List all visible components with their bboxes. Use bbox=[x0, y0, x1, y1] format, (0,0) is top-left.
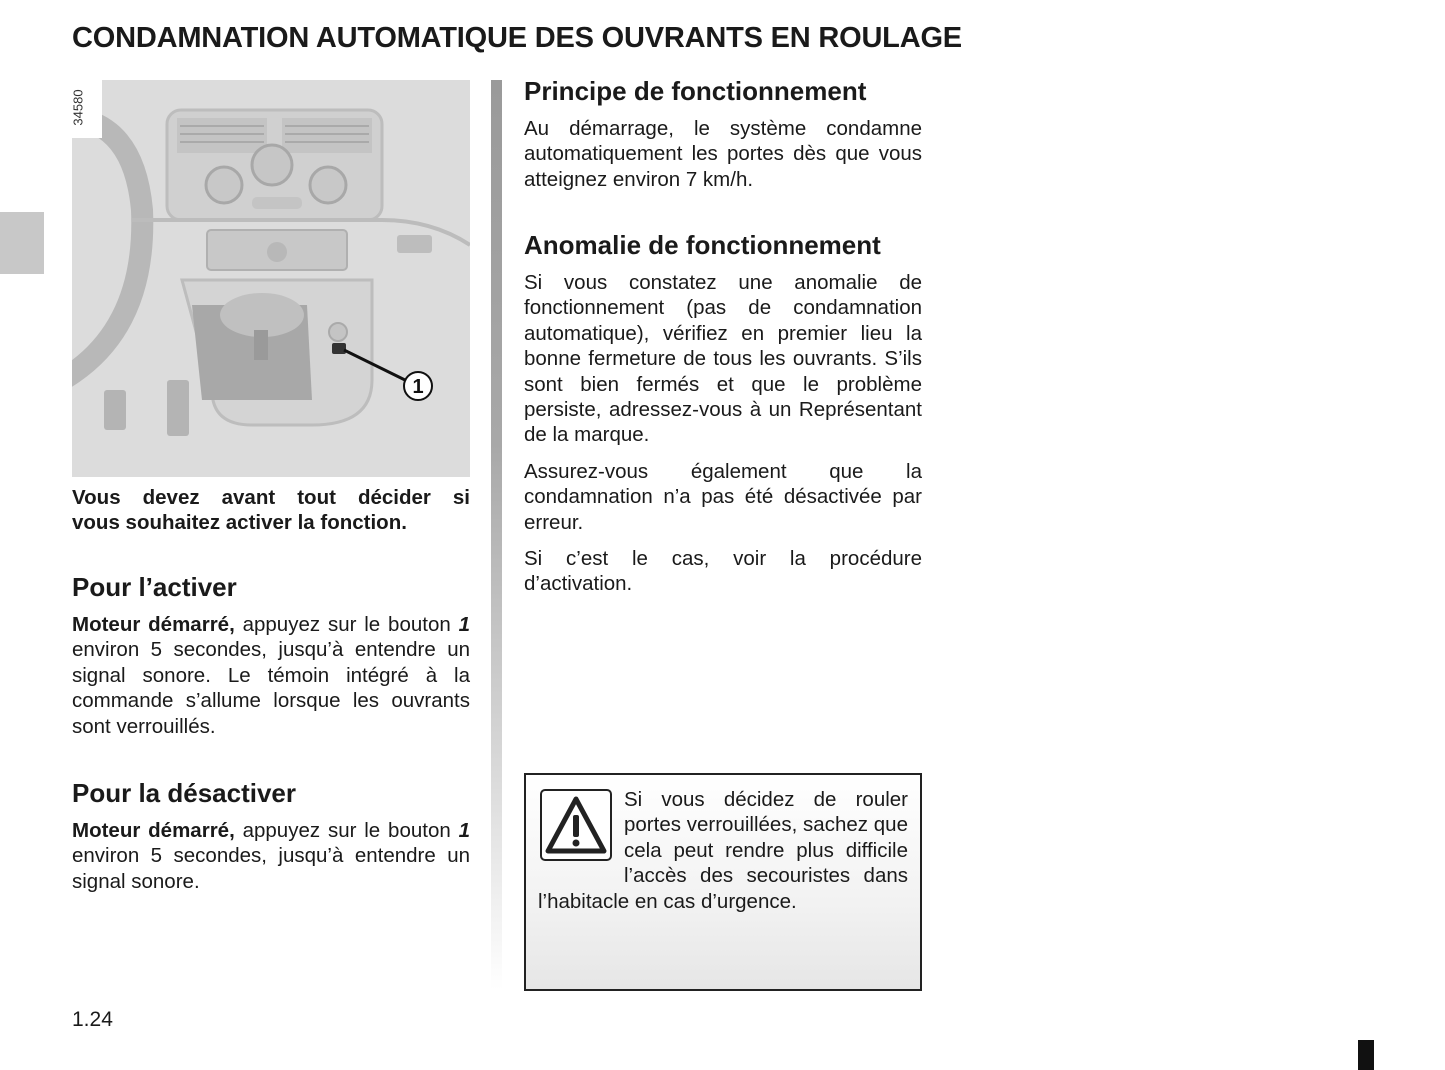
section-activate: Pour l’activer Moteur démarré, appuyez sur le bouton 1 environ 5 secondes, jusqu’à entendre un signal sonore. Le témoin intégré à la commande s’allume lorsque les ouvrants sont verrouillés. bbox=[72, 572, 470, 738]
figure-caption: Vous devez avant tout décider si vous souhaitez activer la fonction. bbox=[72, 486, 470, 535]
page-title: CONDAMNATION AUTOMATIQUE DES OUVRANTS EN ROULAGE bbox=[72, 22, 962, 54]
section-heading: Anomalie de fonctionnement bbox=[524, 230, 881, 260]
page-edge-marker bbox=[1358, 1040, 1374, 1070]
page-number: 1.24 bbox=[72, 1008, 113, 1031]
section-heading: Pour l’activer bbox=[72, 572, 237, 602]
column-divider bbox=[491, 80, 502, 990]
section-anomaly: Anomalie de fonctionnement Si vous constatez une anomalie de fonctionnement (pas de condamnation automatique), vérifiez en premier lieu la bonne fermeture de tous les ouvrants. S’ils sont bien fermés et que le problème persiste, adressez-vous à un Représentant de la marque. Assurez-vous également que la condamnation n’a pas été désactivée par erreur. Si c’est le cas, voir la procédure d’activation. bbox=[524, 230, 922, 596]
button-reference: 1 bbox=[458, 613, 470, 636]
section-deactivate: Pour la désactiver Moteur démarré, appuyez sur le bouton 1 environ 5 secondes, jusqu’à entendre un signal sonore. bbox=[72, 778, 470, 893]
chapter-tab-marker bbox=[0, 212, 44, 274]
warning-box: Si vous décidez de rouler portes verrouillées, sachez que cela peut rendre plus difficile l’accès des secouristes dans l’habitacle en cas d’urgence. bbox=[524, 773, 922, 991]
dashboard-illustration bbox=[72, 80, 470, 477]
section-heading: Principe de fonctionnement bbox=[524, 76, 867, 106]
figure-reference-code: 34580 bbox=[72, 80, 102, 138]
section-principle: Principe de fonctionnement Au démarrage, le système condamne automatiquement les portes dès que vous atteignez environ 7 km/h. bbox=[524, 76, 922, 191]
button-reference: 1 bbox=[458, 819, 470, 842]
svg-text:1: 1 bbox=[412, 376, 424, 398]
section-heading: Pour la désactiver bbox=[72, 778, 296, 808]
